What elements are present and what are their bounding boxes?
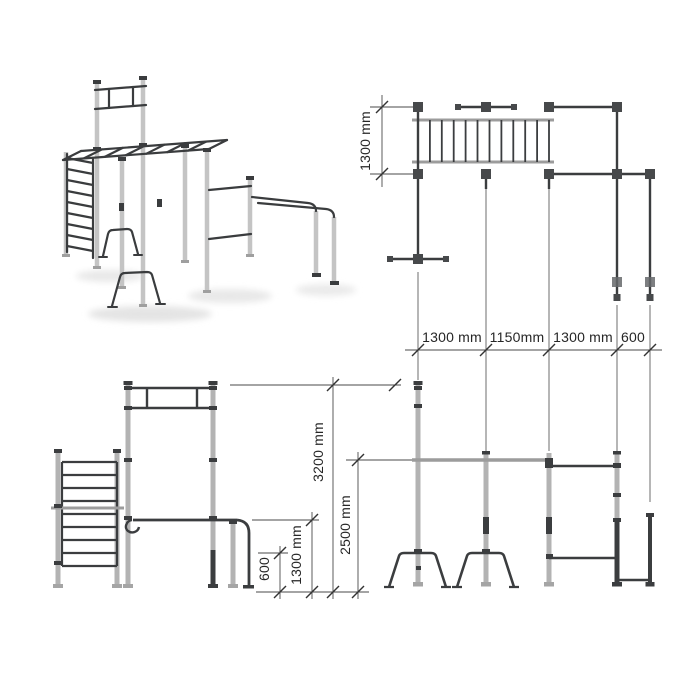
iso-shadows [76,270,356,322]
front-bars [549,466,650,585]
dim-label-span-3: 1300 mm [553,329,613,345]
dimension-lines [230,95,662,599]
side-top-panel [126,388,216,408]
front-elevation-view [384,381,655,587]
dim-label-side-step: 600 [256,557,272,581]
dim-label-plan-depth: 1300 mm [357,111,373,171]
plan-rails [412,120,554,162]
dimension-ticks [274,101,656,598]
dim-label-side-total: 3200 mm [310,422,326,482]
plan-view [387,102,655,301]
side-posts [58,383,233,586]
dim-label-span-1: 1300 mm [422,329,482,345]
dim-label-front-rail: 2500 mm [337,495,353,555]
dim-label-span-4: 600 [621,329,645,345]
front-posts [418,383,617,585]
side-collars [54,381,254,589]
plan-rungs [418,120,549,162]
plan-post-squares [387,102,655,301]
iso-render-view [62,76,356,322]
dimension-annotations [230,95,662,599]
side-elevation-view [51,381,254,589]
front-feet [413,582,655,587]
side-ladder [62,462,117,566]
dim-label-side-bar: 1300 mm [288,525,304,585]
dim-label-span-2: 1150mm [489,329,545,345]
front-a-frames [384,553,519,587]
